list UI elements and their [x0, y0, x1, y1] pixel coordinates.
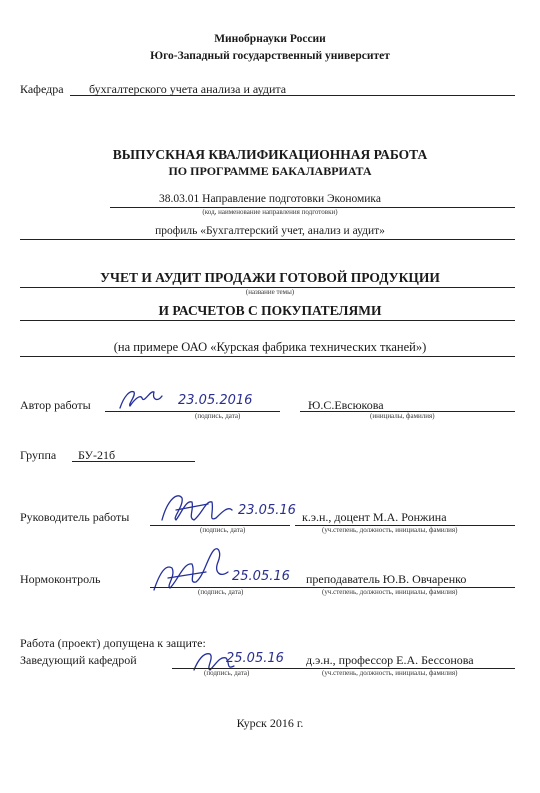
- topic-underline-3: [20, 356, 515, 357]
- author-signature-caption: (подпись, дата): [195, 412, 241, 420]
- topic-line-1: УЧЕТ И АУДИТ ПРОДАЖИ ГОТОВОЙ ПРОДУКЦИИ: [100, 270, 440, 285]
- department-underline: [70, 95, 515, 96]
- author-date: 23.05.2016: [178, 393, 253, 408]
- author-label: Автор работы: [20, 398, 91, 412]
- topic-line-3: (на примере ОАО «Курская фабрика технических тканей»): [113, 340, 427, 354]
- author-name-caption: (инициалы, фамилия): [370, 412, 435, 420]
- ministry-name: Минобрнауки России: [214, 33, 326, 45]
- group-value: БУ-21б: [78, 448, 116, 462]
- supervisor-date: 23.05.16: [238, 503, 296, 518]
- supervisor-signature-caption: (подпись, дата): [200, 526, 246, 534]
- head-name-caption: (уч.степень, должность, инициалы, фамилия): [322, 669, 458, 677]
- head-of-department-label: Заведующий кафедрой: [20, 653, 137, 667]
- head-name: д.э.н., профессор Е.А. Бессонова: [306, 653, 474, 667]
- head-signature-caption: (подпись, дата): [204, 669, 250, 677]
- direction-caption: (код, наименование направления подготовки): [202, 208, 338, 216]
- norm-control-signature-caption: (подпись, дата): [198, 588, 244, 596]
- author-signature: [116, 386, 166, 414]
- topic-caption: (название темы): [245, 288, 295, 296]
- norm-control-name: преподаватель Ю.В. Овчаренко: [306, 572, 467, 586]
- norm-control-date: 25.05.16: [232, 569, 290, 584]
- university-name: Юго-Западный государственный университет: [150, 50, 390, 62]
- group-label: Группа: [20, 448, 57, 462]
- group-underline: [72, 461, 195, 462]
- profile-underline: [20, 239, 515, 240]
- norm-control-name-caption: (уч.степень, должность, инициалы, фамилия): [322, 588, 458, 596]
- work-type-subtitle: ПО ПРОГРАММЕ БАКАЛАВРИАТА: [168, 164, 372, 178]
- topic-underline-2: [20, 320, 515, 321]
- supervisor-label: Руководитель работы: [20, 510, 130, 524]
- author-signature-line: [105, 411, 280, 412]
- supervisor-name: к.э.н., доцент М.А. Ронжина: [302, 510, 447, 524]
- author-name: Ю.С.Евсюкова: [308, 398, 384, 412]
- study-direction: 38.03.01 Направление подготовки Экономика: [159, 193, 381, 205]
- supervisor-name-caption: (уч.степень, должность, инициалы, фамилия): [322, 526, 458, 534]
- department-label: Кафедра: [20, 82, 64, 96]
- supervisor-signature: [158, 490, 236, 530]
- place-and-year: Курск 2016 г.: [236, 716, 304, 730]
- work-type-title: ВЫПУСКНАЯ КВАЛИФИКАЦИОННАЯ РАБОТА: [112, 147, 428, 162]
- norm-control-label: Нормоконтроль: [20, 572, 101, 586]
- head-date: 25.05.16: [226, 651, 284, 666]
- study-profile: профиль «Бухгалтерский учет, анализ и аудит»: [155, 225, 385, 237]
- admission-statement: Работа (проект) допущена к защите:: [20, 636, 206, 650]
- department-name: бухгалтерского учета анализа и аудита: [89, 82, 287, 96]
- topic-line-2: И РАСЧЕТОВ С ПОКУПАТЕЛЯМИ: [158, 303, 382, 318]
